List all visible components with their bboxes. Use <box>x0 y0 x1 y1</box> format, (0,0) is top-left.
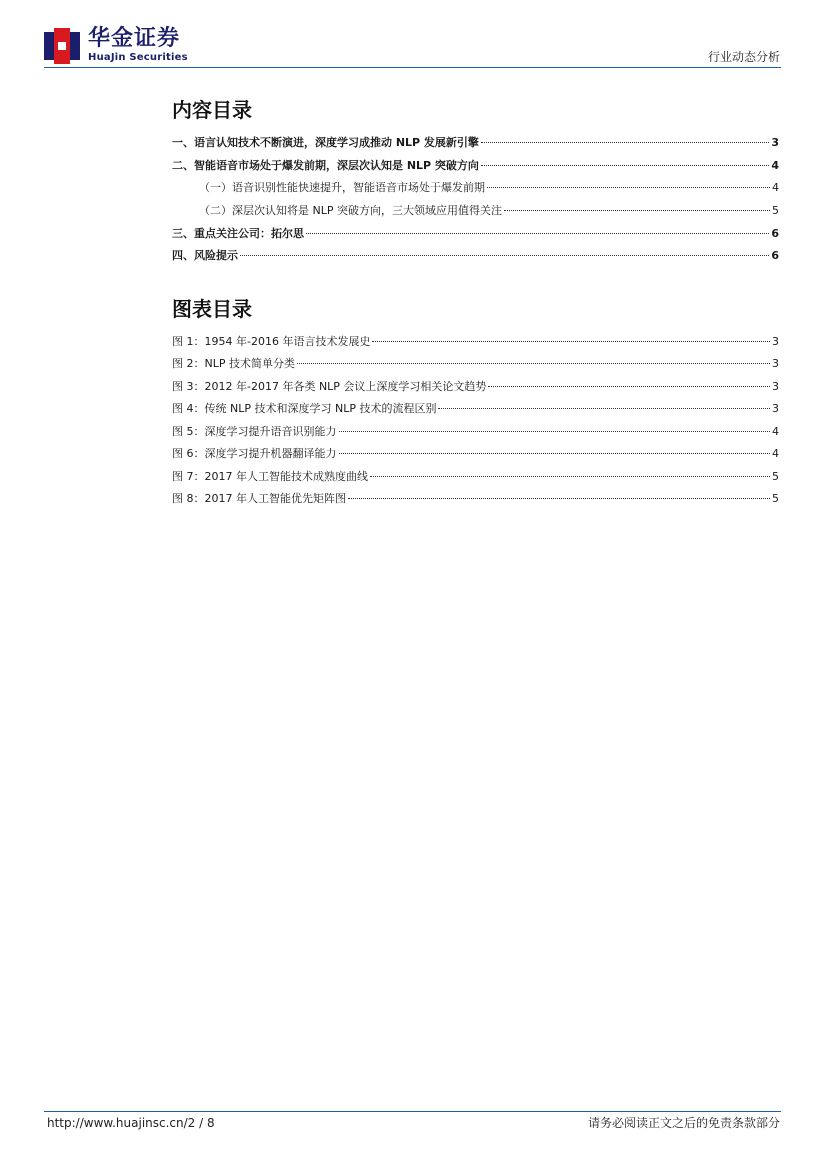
leader-dots <box>297 363 770 364</box>
huajin-logo-icon <box>44 28 80 64</box>
figure-entry[interactable] <box>172 469 779 485</box>
leader-dots <box>339 431 771 432</box>
figure-entry[interactable] <box>172 334 779 350</box>
report-type: 行业动态分析 <box>707 50 780 64</box>
figure-entry-page: 3 <box>772 357 779 370</box>
leader-dots <box>438 408 770 409</box>
figure-entry[interactable] <box>172 401 779 417</box>
footer-url-page[interactable]: http://www.huajinsc.cn/2 / 8 <box>47 1116 215 1130</box>
leader-dots <box>487 187 770 188</box>
toc-entry[interactable] <box>172 226 779 242</box>
toc-entry[interactable] <box>172 248 779 264</box>
leader-dots <box>488 386 770 387</box>
toc-entry-page: 5 <box>772 204 779 217</box>
toc-entry[interactable] <box>172 135 779 151</box>
contents-title: 内容目录 <box>172 98 252 122</box>
figure-entry-page: 3 <box>772 402 779 415</box>
figure-entry-label: 图 1：1954 年-2016 年语言技术发展史 <box>172 335 371 348</box>
figure-entry-label: 图 6：深度学习提升机器翻译能力 <box>172 447 337 460</box>
header-divider <box>44 67 781 68</box>
figure-entry-page: 4 <box>772 447 779 460</box>
toc-entry-label: 二、智能语音市场处于爆发前期，深层次认知是 NLP 突破方向 <box>172 159 479 172</box>
toc-entry-label: （一）语音识别性能快速提升，智能语音市场处于爆发前期 <box>199 181 485 194</box>
figure-entry-page: 5 <box>772 492 779 505</box>
toc-entry-label: 四、风险提示 <box>172 249 238 262</box>
toc-entry-label: 一、语言认知技术不断演进，深度学习成推动 NLP 发展新引擎 <box>172 136 479 149</box>
figure-entry-page: 3 <box>772 335 779 348</box>
toc-entry[interactable] <box>172 158 779 174</box>
figure-entry[interactable] <box>172 379 779 395</box>
figure-entry-label: 图 5：深度学习提升语音识别能力 <box>172 425 337 438</box>
brand-name-en: HuaJin Securities <box>88 52 188 63</box>
toc-entry[interactable] <box>199 180 779 196</box>
figure-entry[interactable] <box>172 356 779 372</box>
figure-entry-label: 图 2：NLP 技术简单分类 <box>172 357 295 370</box>
toc-entry-page: 4 <box>772 181 779 194</box>
figure-entry-label: 图 8：2017 年人工智能优先矩阵图 <box>172 492 346 505</box>
toc-entry-label: 三、重点关注公司：拓尔思 <box>172 227 304 240</box>
figure-entry-label: 图 3：2012 年-2017 年各类 NLP 会议上深度学习相关论文趋势 <box>172 380 487 393</box>
figure-entry-page: 4 <box>772 425 779 438</box>
leader-dots <box>240 255 769 256</box>
figure-entry-page: 3 <box>772 380 779 393</box>
figure-entry[interactable] <box>172 491 779 507</box>
footer-disclaimer: 请务必阅读正文之后的免责条款部分 <box>587 1116 780 1130</box>
toc-entry[interactable] <box>199 203 779 219</box>
leader-dots <box>481 142 769 143</box>
leader-dots <box>339 453 771 454</box>
leader-dots <box>504 210 770 211</box>
leader-dots <box>481 165 769 166</box>
figure-entry[interactable] <box>172 424 779 440</box>
leader-dots <box>370 476 770 477</box>
toc-entry-page: 6 <box>771 249 779 262</box>
figure-entry[interactable] <box>172 446 779 462</box>
toc-entry-page: 6 <box>771 227 779 240</box>
toc-entry-page: 3 <box>771 136 779 149</box>
toc-entry-label: （二）深层次认知将是 NLP 突破方向，三大领域应用值得关注 <box>199 204 502 217</box>
figure-entry-label: 图 4：传统 NLP 技术和深度学习 NLP 技术的流程区别 <box>172 402 437 415</box>
footer-divider <box>44 1111 781 1112</box>
figures-title: 图表目录 <box>172 297 252 321</box>
leader-dots <box>372 341 770 342</box>
company-logo <box>44 26 194 66</box>
figure-entry-label: 图 7：2017 年人工智能技术成熟度曲线 <box>172 470 368 483</box>
leader-dots <box>306 233 769 234</box>
leader-dots <box>348 498 770 499</box>
toc-entry-page: 4 <box>771 159 779 172</box>
figure-entry-page: 5 <box>772 470 779 483</box>
brand-name-cn: 华金证券 <box>88 26 181 51</box>
